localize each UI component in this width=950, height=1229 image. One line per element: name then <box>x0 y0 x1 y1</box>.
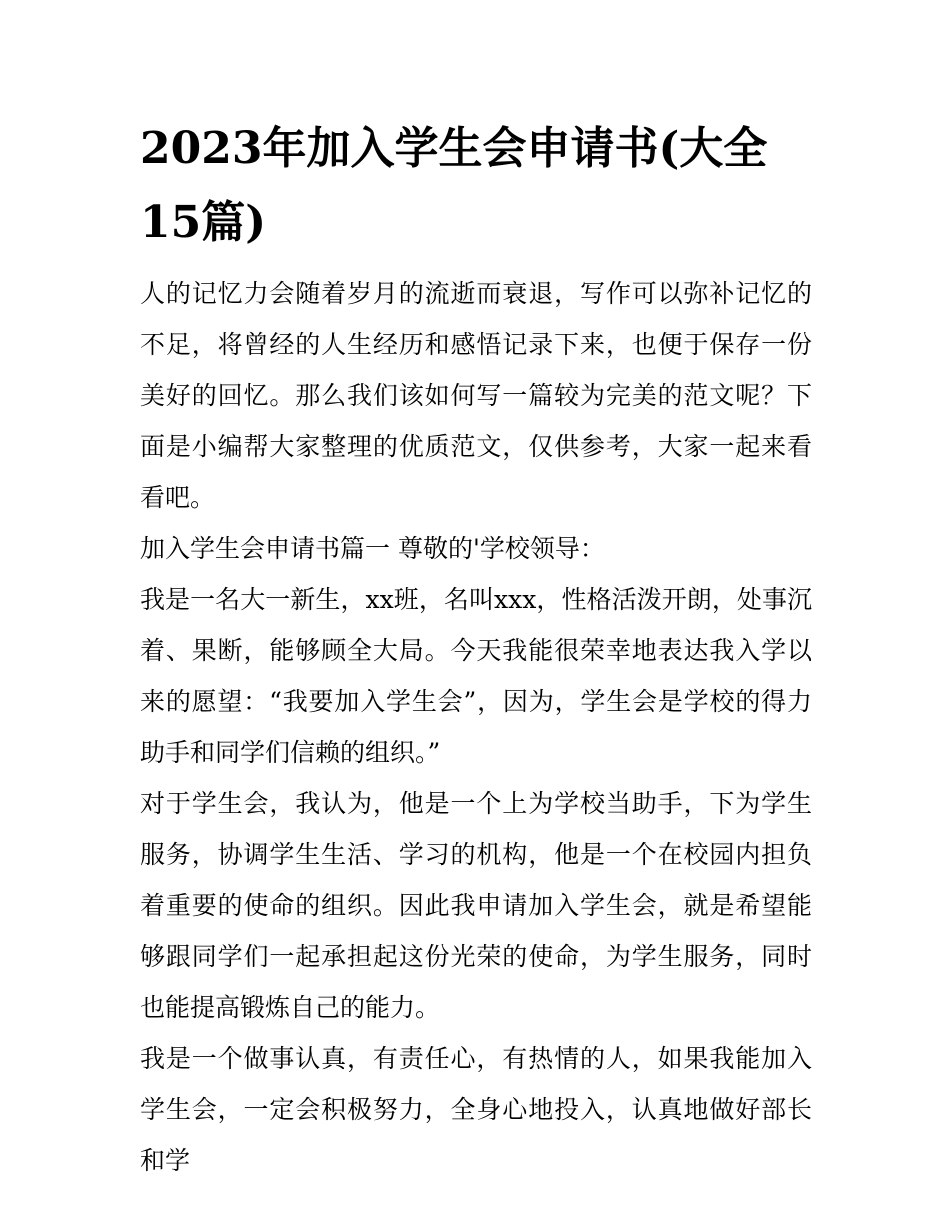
document-body <box>140 112 812 1186</box>
paragraph-commitment: 我是一个做事认真，有责任心，有热情的人，如果我能加入学生会，一定会积极努力，全身心地投入，认真地做好部长和学 <box>140 1044 812 1175</box>
paragraph-self-introduction: 我是一名大一新生，xx班，名叫xxx，性格活泼开朗，处事沉着、果断，能够顾全大局。今天我能很荣幸地表达我入学以来的愿望：“我要加入学生会”，因为，学生会是学校的得力助手和同学们信赖的组织。” <box>140 585 812 767</box>
paragraph-heading-salutation: 加入学生会申请书篇一 尊敬的'学校领导： <box>140 534 605 563</box>
paragraph-student-union-view: 对于学生会，我认为，他是一个上为学校当助手，下为学生服务，协调学生生活、学习的机构，他是一个在校园内担负着重要的使命的组织。因此我申请加入学生会，就是希望能够跟同学们一起承担起这份光荣的使命，为学生服务，同时也能提高锻炼自己的能力。 <box>140 789 812 1022</box>
document-title: 2023年加入学生会申请书(大全15篇) <box>140 123 768 248</box>
paragraph-intro: 人的记忆力会随着岁月的流逝而衰退，写作可以弥补记忆的不足，将曾经的人生经历和感悟记录下来，也便于保存一份美好的回忆。那么我们该如何写一篇较为完美的范文呢？下面是小编帮大家整理的优质范文，仅供参考，大家一起来看看吧。 <box>140 279 812 512</box>
